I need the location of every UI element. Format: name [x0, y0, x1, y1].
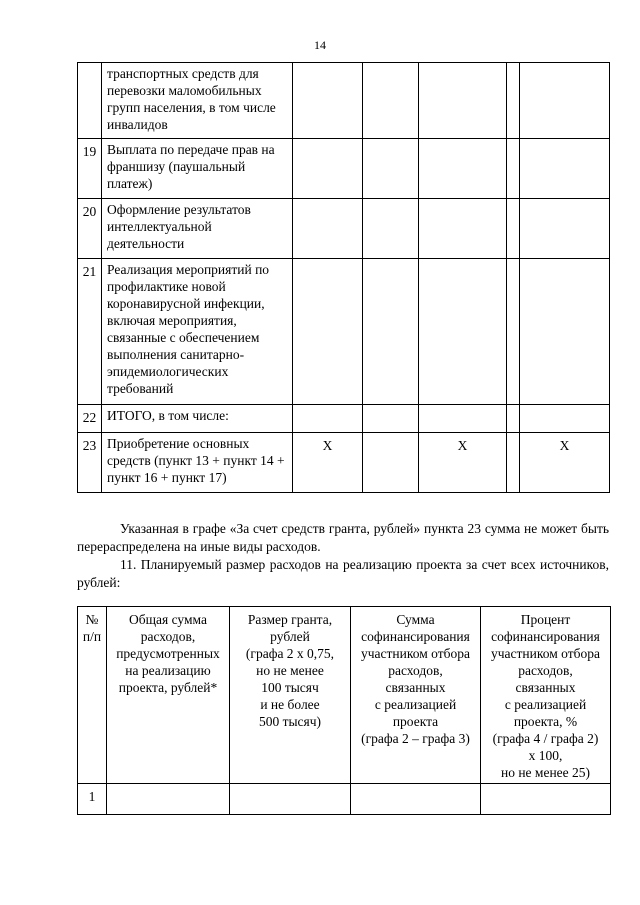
row-number-cell: 22 [78, 405, 102, 433]
table-row [78, 199, 610, 259]
value-cell [107, 784, 230, 815]
value-cell [293, 259, 363, 405]
value-cell [507, 259, 520, 405]
item-11-paragraph [77, 556, 609, 592]
expense-name-cell: Оформление результатов интеллектуальной деятельности [102, 199, 293, 259]
table-row [78, 259, 610, 405]
value-cell [520, 139, 610, 199]
expense-name-cell: Реализация мероприятий по профилактике новой коронавирусной инфекции, включая мероприятия, связанные с обеспечением выполнения санитарно-эпидемиологических требований [102, 259, 293, 405]
table-row [78, 139, 610, 199]
row-number-cell: 1 [78, 784, 107, 815]
value-cell [419, 139, 507, 199]
value-cell [363, 139, 419, 199]
header-cell-grant-size: Размер гранта, рублей (графа 2 х 0,75, но не менее 100 тысяч и не более 500 тысяч) [230, 607, 351, 784]
table-row [78, 405, 610, 433]
value-cell [419, 405, 507, 433]
header-cell-cofinancing-sum: Сумма софинансирования участником отбора расходов, связанных с реализацией проекта (графа 2 – графа 3) [351, 607, 481, 784]
expense-name-cell: ИТОГО, в том числе: [102, 405, 293, 433]
value-cell: X [520, 433, 610, 493]
value-cell [507, 63, 520, 139]
value-cell [363, 63, 419, 139]
value-cell: X [293, 433, 363, 493]
row-number-cell: 23 [78, 433, 102, 493]
value-cell [363, 199, 419, 259]
value-cell [507, 139, 520, 199]
value-cell [507, 199, 520, 259]
table-row [78, 433, 610, 493]
value-cell [363, 405, 419, 433]
value-cell [293, 139, 363, 199]
header-cell-number: № п/п [78, 607, 107, 784]
header-cell-total-expenses: Общая сумма расходов, предусмотренных на реализацию проекта, рублей* [107, 607, 230, 784]
planned-expenses-table [77, 606, 611, 815]
expense-name-cell: Выплата по передаче прав на франшизу (паушальный платеж) [102, 139, 293, 199]
expense-name-cell: Приобретение основных средств (пункт 13 + пункт 14 + пункт 16 + пункт 17) [102, 433, 293, 493]
grant-note-paragraph [77, 520, 609, 556]
grant-note-text: Указанная в графе «За счет средств гранта, рублей» пункта 23 сумма не может быть перераспределена на иные виды расходов. [77, 521, 609, 554]
value-cell [363, 433, 419, 493]
row-number-cell: 20 [78, 199, 102, 259]
value-cell [293, 199, 363, 259]
row-number-cell [78, 63, 102, 139]
costs-table [77, 62, 610, 493]
row-number-cell: 19 [78, 139, 102, 199]
value-cell [507, 433, 520, 493]
value-cell [351, 784, 481, 815]
value-cell [230, 784, 351, 815]
value-cell [419, 259, 507, 405]
value-cell [520, 259, 610, 405]
value-cell [419, 199, 507, 259]
value-cell [520, 63, 610, 139]
row-number-cell: 21 [78, 259, 102, 405]
item-11-text: 11. Планируемый размер расходов на реализацию проекта за счет всех источников, рублей: [77, 557, 609, 590]
value-cell: X [419, 433, 507, 493]
value-cell [507, 405, 520, 433]
page-number: 14 [314, 38, 326, 52]
expense-name-cell: транспортных средств для перевозки маломобильных групп населения, в том числе инвалидов [102, 63, 293, 139]
value-cell [419, 63, 507, 139]
value-cell [363, 259, 419, 405]
table-row [78, 63, 610, 139]
value-cell [293, 405, 363, 433]
table-row [78, 784, 611, 815]
value-cell [520, 199, 610, 259]
header-cell-cofinancing-percent: Процент софинансирования участником отбора расходов, связанных с реализацией проекта, % (графа 4 / графа 2) х 100, но не менее 25) [481, 607, 611, 784]
planned-expenses-header-row [78, 607, 611, 784]
value-cell [520, 405, 610, 433]
value-cell [481, 784, 611, 815]
value-cell [293, 63, 363, 139]
